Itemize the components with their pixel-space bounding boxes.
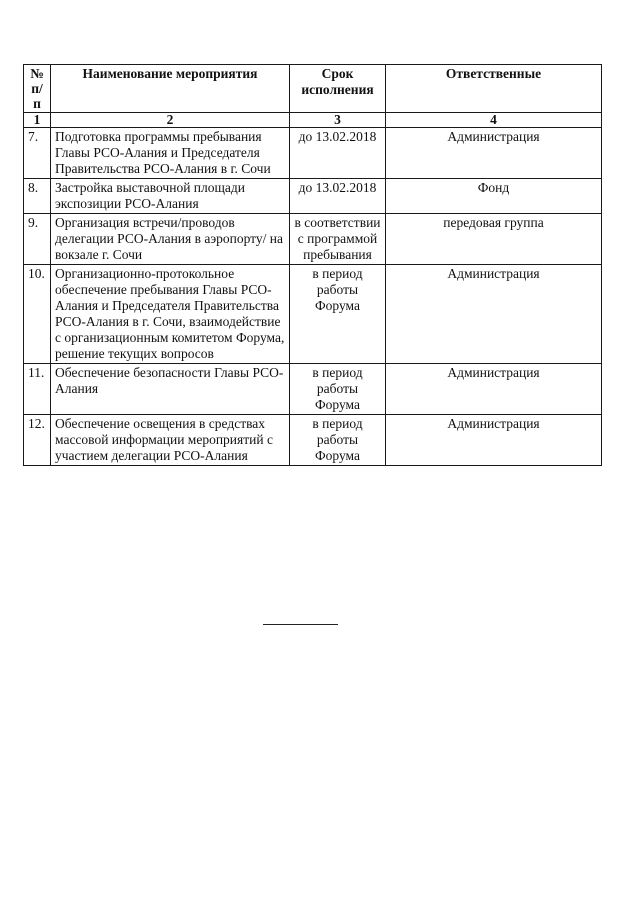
- event-name: Организационно-протокольное обеспечение пребывания Главы РСО-Алания и Председателя Правительства РСО-Алания в г. Сочи, взаимодействие с организационным комитетом Форума, решение текущих вопросов: [51, 265, 290, 364]
- event-name: Подготовка программы пребывания Главы РСО-Алания и Председателя Правительства РСО-Алания в г. Сочи: [51, 128, 290, 179]
- header-event-name: Наименование мероприятия: [51, 65, 290, 113]
- header-number: № п/п: [24, 65, 51, 113]
- column-index-row: [24, 113, 602, 128]
- header-responsible: Ответственные: [386, 65, 602, 113]
- row-number: 8.: [24, 179, 51, 214]
- event-name: Организация встречи/проводов делегации РСО-Алания в аэропорту/ на вокзале г. Сочи: [51, 214, 290, 265]
- event-deadline: в период работы Форума: [290, 364, 386, 415]
- events-table: [23, 64, 602, 466]
- event-name: Обеспечение безопасности Главы РСО-Алания: [51, 364, 290, 415]
- table-row: [24, 364, 602, 415]
- table-row: [24, 128, 602, 179]
- event-responsible: Администрация: [386, 128, 602, 179]
- table-row: [24, 265, 602, 364]
- row-number: 9.: [24, 214, 51, 265]
- closing-separator-line: [263, 624, 338, 625]
- event-responsible: Администрация: [386, 265, 602, 364]
- event-deadline: в соответствии с программой пребывания: [290, 214, 386, 265]
- row-number: 7.: [24, 128, 51, 179]
- event-responsible: Фонд: [386, 179, 602, 214]
- column-index: 3: [290, 113, 386, 128]
- event-name: Застройка выставочной площади экспозиции РСО-Алания: [51, 179, 290, 214]
- row-number: 10.: [24, 265, 51, 364]
- row-number: 11.: [24, 364, 51, 415]
- row-number: 12.: [24, 415, 51, 466]
- event-deadline: в период работы Форума: [290, 415, 386, 466]
- table-row: [24, 214, 602, 265]
- event-deadline: в период работы Форума: [290, 265, 386, 364]
- event-responsible: Администрация: [386, 415, 602, 466]
- event-deadline: до 13.02.2018: [290, 128, 386, 179]
- column-index: 1: [24, 113, 51, 128]
- column-index: 2: [51, 113, 290, 128]
- event-name: Обеспечение освещения в средствах массовой информации мероприятий с участием делегации РСО-Алания: [51, 415, 290, 466]
- table-row: [24, 415, 602, 466]
- table-row: [24, 179, 602, 214]
- table-header-row: [24, 65, 602, 113]
- event-responsible: передовая группа: [386, 214, 602, 265]
- column-index: 4: [386, 113, 602, 128]
- event-responsible: Администрация: [386, 364, 602, 415]
- header-deadline: Срок исполнения: [290, 65, 386, 113]
- event-deadline: до 13.02.2018: [290, 179, 386, 214]
